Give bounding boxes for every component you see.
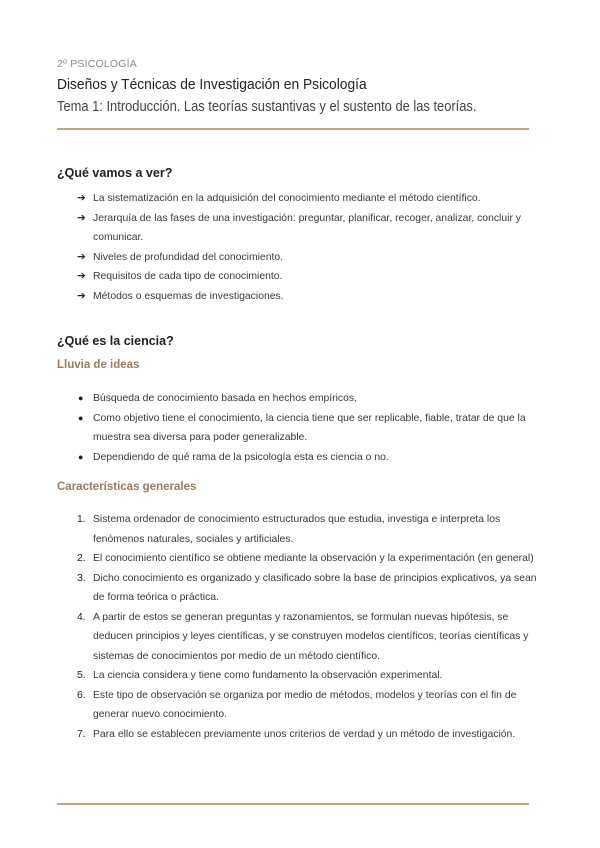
list-item: 1. Sistema ordenador de conocimiento estructurados que estudia, investiga e interpreta los fenómenos naturales, sociales y artificiales.	[0, 510, 541, 549]
list-item: 6. Este tipo de observación se organiza por medio de métodos, modelos y teorías con el fin de generar nuevo conocimiento.	[0, 686, 541, 725]
list-item: ➔ La sistematización en la adquisición del conocimiento mediante el método científico.	[0, 189, 533, 209]
list-item: ➔ Jerarquía de las fases de una investigación: preguntar, planificar, recoger, analizar, concluir y comunicar.	[0, 209, 533, 248]
course-label: 2º PSICOLOGÍA	[57, 58, 137, 70]
list-item: ● Búsqueda de conocimiento basada en hechos empíricos,	[0, 389, 533, 409]
list-number: 7.	[77, 728, 86, 740]
arrow-icon: ➔	[77, 193, 86, 204]
footer-divider	[57, 803, 529, 805]
topics-list	[0, 189, 533, 306]
list-item: 7. Para ello se establecen previamente unos criterios de verdad y un método de investigación.	[0, 725, 541, 745]
list-item: 4. A partir de estos se generan preguntas y razonamientos, se formulan nuevas hipótesis, se deducen principios y leyes científicas, y se construyen modelos científicos, teorías científicas y sistemas de conocimientos por medio de un método científico.	[0, 608, 541, 667]
list-item: ➔ Requisitos de cada tipo de conocimiento.	[0, 267, 533, 287]
list-number: 3.	[77, 572, 86, 584]
arrow-icon: ➔	[77, 271, 86, 282]
list-number: 1.	[77, 514, 86, 525]
subheading-lluvia-de-ideas: Lluvia de ideas	[57, 359, 140, 371]
bullet-icon: ●	[78, 412, 84, 423]
section-heading-que-es-la-ciencia: ¿Qué es la ciencia?	[57, 334, 174, 348]
bullet-icon: ●	[78, 451, 84, 462]
list-item: 5. La ciencia considera y tiene como fundamento la observación experimental.	[0, 666, 541, 686]
list-item: ➔ Métodos o esquemas de investigaciones.	[0, 287, 533, 307]
list-item: ● Como objetivo tiene el conocimiento, la ciencia tiene que ser replicable, fiable, tratar de que la muestra sea diversa para poder generalizable.	[0, 409, 533, 448]
arrow-icon: ➔	[77, 212, 86, 224]
section-heading-que-vamos-a-ver: ¿Qué vamos a ver?	[57, 166, 173, 180]
list-item: ➔ Niveles de profundidad del conocimiento.	[0, 248, 533, 268]
arrow-icon: ➔	[77, 251, 86, 263]
characteristics-list	[0, 510, 541, 744]
subheading-caracteristicas-generales: Características generales	[57, 481, 197, 493]
arrow-icon: ➔	[77, 290, 86, 302]
bullet-icon: ●	[78, 393, 84, 403]
subject-title: Diseños y Técnicas de Investigación en Psicología	[57, 76, 367, 93]
list-number: 6.	[77, 689, 86, 701]
list-item: 2. El conocimiento científico se obtiene mediante la observación y la experimentación (en general)	[0, 549, 541, 569]
list-number: 4.	[77, 611, 86, 623]
header-divider	[57, 128, 529, 130]
list-number: 2.	[77, 553, 86, 564]
ideas-list	[0, 389, 533, 467]
list-number: 5.	[77, 670, 86, 681]
list-item: 3. Dicho conocimiento es organizado y clasificado sobre la base de principios explicativos, ya sean de forma teórica o práctica.	[0, 569, 541, 608]
topic-subtitle: Tema 1: Introducción. Las teorías sustantivas y el sustento de las teorías.	[57, 98, 477, 115]
list-item: ● Dependiendo de qué rama de la psicología esta es ciencia o no.	[0, 448, 533, 468]
